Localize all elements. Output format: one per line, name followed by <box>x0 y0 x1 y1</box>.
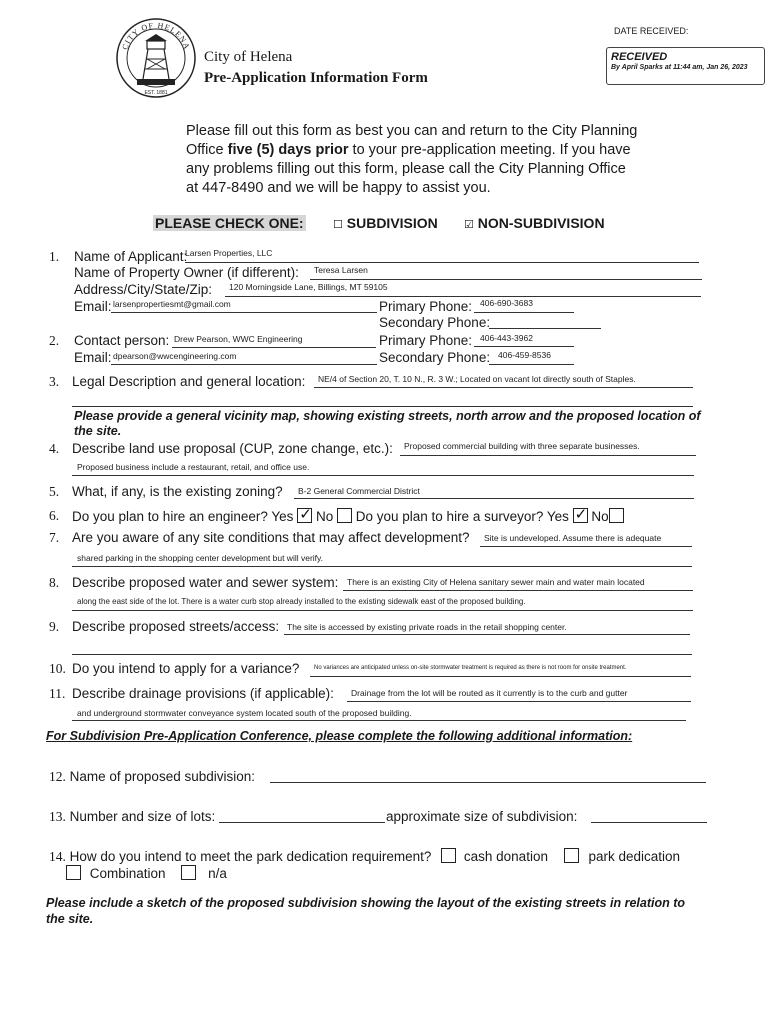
site-conditions-line-2 <box>72 566 692 567</box>
contact-secondary-line <box>489 364 574 365</box>
water-sewer-value-1[interactable]: There is an existing City of Helena sanitary sewer main and water main located <box>347 577 645 587</box>
drainage-line-2 <box>72 720 686 721</box>
q10-number: 10. <box>49 661 66 676</box>
q1-number: 1. <box>49 249 60 264</box>
water-sewer-line-2 <box>72 610 693 611</box>
intro-line-4: at 447-8490 and we will be happy to assist you. <box>186 180 491 196</box>
contact-primary-label: Primary Phone: <box>379 333 473 348</box>
drainage-value-1[interactable]: Drainage from the lot will be routed as it currently is to the curb and gutter <box>351 688 628 698</box>
water-sewer-value-2[interactable]: along the east side of the lot. There is a water curb stop already installed to the existing sidewalk east of the proposed building. <box>77 597 526 606</box>
zoning-value[interactable]: B-2 General Commercial District <box>298 486 420 496</box>
land-use-value-1[interactable]: Proposed commercial building with three separate businesses. <box>404 441 640 451</box>
non-subdivision-label: NON-SUBDIVISION <box>477 215 605 231</box>
land-use-value-2[interactable]: Proposed business include a restaurant, retail, and office use. <box>77 462 310 472</box>
q14-number: 14. <box>49 849 66 864</box>
intro-line-1: Please fill out this form as best you can and return to the City Planning <box>186 123 638 139</box>
owner-line <box>310 279 702 280</box>
q5-number: 5. <box>49 484 60 499</box>
email-line <box>111 312 377 313</box>
q2-number: 2. <box>49 333 60 348</box>
city-name: City of Helena <box>204 49 293 65</box>
engineer-label: Do you plan to hire an engineer? Yes <box>72 509 294 524</box>
engineer-yes-checkbox[interactable] <box>297 508 312 523</box>
owner-label: Name of Property Owner (if different): <box>74 265 299 280</box>
stamp-title: RECEIVED <box>611 51 668 63</box>
contact-value[interactable]: Drew Pearson, WWC Engineering <box>174 334 303 344</box>
q12-number: 12. <box>49 769 66 784</box>
q6-number: 6. <box>49 508 60 523</box>
date-received-label: DATE RECEIVED: <box>614 26 689 36</box>
seal-year: EST. 1881 <box>144 90 168 96</box>
cash-donation-checkbox[interactable] <box>441 848 456 863</box>
na-checkbox[interactable] <box>181 865 196 880</box>
check-one-label: PLEASE CHECK ONE: <box>155 215 304 231</box>
address-line <box>225 296 701 297</box>
zoning-line <box>294 498 694 499</box>
secondary-phone-label: Secondary Phone: <box>379 315 491 330</box>
lots-line[interactable] <box>219 822 385 823</box>
surveyor-label: Do you plan to hire a surveyor? Yes <box>355 509 569 524</box>
q14-row-2 <box>66 865 227 881</box>
primary-phone-label: Primary Phone: <box>379 299 473 314</box>
q7-number: 7. <box>49 530 60 545</box>
contact-label: Contact person: <box>74 333 170 348</box>
city-seal-graphic <box>115 17 197 99</box>
contact-secondary-value[interactable]: 406-459-8536 <box>498 350 551 360</box>
site-conditions-value-2[interactable]: shared parking in the shopping center development but will verify. <box>77 553 324 563</box>
contact-email-label: Email: <box>74 350 112 365</box>
address-value[interactable]: 120 Morningside Lane, Billings, MT 59105 <box>229 282 388 292</box>
five-days-emphasis: five (5) days prior <box>227 142 349 158</box>
primary-phone-value[interactable]: 406-690-3683 <box>480 298 533 308</box>
contact-primary-value[interactable]: 406-443-3962 <box>480 333 533 343</box>
surveyor-yes-checkbox[interactable] <box>573 508 588 523</box>
streets-access-line-1 <box>284 634 690 635</box>
form-title: Pre-Application Information Form <box>204 70 428 86</box>
surveyor-no-checkbox[interactable] <box>609 508 624 523</box>
city-seal <box>115 17 197 99</box>
lots-label: Number and size of lots: <box>69 809 216 824</box>
zoning-label: What, if any, is the existing zoning? <box>72 484 283 499</box>
email-value[interactable]: larsenpropertiesmt@gmail.com <box>113 299 231 309</box>
park-dedication-label: How do you intend to meet the park dedication requirement? <box>69 849 432 864</box>
engineer-no-label: No <box>315 509 334 524</box>
intro-line-2: Office five (5) days prior to your pre-application meeting. If you have <box>186 142 631 158</box>
park-dedication-checkbox[interactable] <box>564 848 579 863</box>
intro-line-3: any problems filling out this form, please call the City Planning Office <box>186 161 626 177</box>
approx-size-label: approximate size of subdivision: <box>386 809 578 824</box>
q8-number: 8. <box>49 575 60 590</box>
q11-number: 11. <box>49 686 66 701</box>
water-sewer-line-1 <box>343 590 693 591</box>
legal-description-value[interactable]: NE/4 of Section 20, T. 10 N., R. 3 W.; Located on vacant lot directly south of Staples. <box>318 374 636 384</box>
legal-description-line <box>314 387 693 388</box>
sketch-note-line-2: the site. <box>46 912 94 926</box>
q3-number: 3. <box>49 374 60 389</box>
q4-number: 4. <box>49 441 60 456</box>
land-use-line-2 <box>72 475 694 476</box>
variance-line <box>310 676 691 677</box>
water-sewer-label: Describe proposed water and sewer system: <box>72 575 339 590</box>
seal-text: CITY OF HELENA <box>120 20 192 52</box>
park-dedication-option-label: park dedication <box>588 849 681 864</box>
applicant-label: Name of Applicant: <box>74 249 188 264</box>
combination-checkbox[interactable] <box>66 865 81 880</box>
subdivision-section-header: For Subdivision Pre-Application Conference, please complete the following additional information: <box>46 729 633 743</box>
address-label: Address/City/State/Zip: <box>74 282 213 297</box>
subdivision-name-label: Name of proposed subdivision: <box>69 769 255 784</box>
subdivision-name-line[interactable] <box>270 782 706 783</box>
engineer-question <box>72 508 624 524</box>
site-conditions-label: Are you aware of any site conditions that may affect development? <box>72 530 470 545</box>
non-subdivision-option[interactable] <box>464 215 605 231</box>
q12-row <box>49 769 255 785</box>
subdivision-option[interactable] <box>333 215 438 231</box>
site-conditions-value-1[interactable]: Site is undeveloped. Assume there is adequate <box>484 533 662 543</box>
email-label: Email: <box>74 299 112 314</box>
contact-email-value[interactable]: dpearson@wwcengineering.com <box>113 351 237 361</box>
stamp-sub: By April Sparks at 11:44 am, Jan 26, 2023 <box>611 64 748 71</box>
owner-value[interactable]: Teresa Larsen <box>314 265 368 275</box>
q13-number: 13. <box>49 809 66 824</box>
sketch-note <box>46 895 685 927</box>
applicant-value[interactable]: Larsen Properties, LLC <box>185 248 273 258</box>
non-subdivision-checkbox-icon[interactable]: ☑ <box>464 218 474 231</box>
vicinity-note-line-2: the site. <box>74 424 122 438</box>
engineer-no-checkbox[interactable] <box>337 508 352 523</box>
contact-email-line <box>111 364 377 365</box>
subdivision-checkbox-icon[interactable]: ☐ <box>333 218 343 231</box>
received-stamp <box>606 47 765 85</box>
streets-access-line-2 <box>72 654 692 655</box>
contact-line <box>172 347 376 348</box>
secondary-phone-line[interactable] <box>489 328 601 329</box>
approx-size-line[interactable] <box>591 822 707 823</box>
na-label: n/a <box>208 866 227 881</box>
surveyor-no-label: No <box>591 509 609 524</box>
primary-phone-line <box>474 312 574 313</box>
subdivision-label: SUBDIVISION <box>346 215 438 231</box>
intro-paragraph <box>186 122 637 198</box>
drainage-value-2[interactable]: and underground stormwater conveyance system located south of the proposed building. <box>77 708 412 718</box>
q9-number: 9. <box>49 619 60 634</box>
drainage-line-1 <box>347 701 691 702</box>
site-conditions-line-1 <box>480 546 692 547</box>
contact-secondary-label: Secondary Phone: <box>379 350 491 365</box>
land-use-label: Describe land use proposal (CUP, zone change, etc.): <box>72 441 393 456</box>
q14-row <box>49 848 680 865</box>
combination-label: Combination <box>89 866 166 881</box>
sketch-note-line-1: Please include a sketch of the proposed subdivision showing the layout of the existing streets in relation to <box>46 896 686 910</box>
applicant-line <box>185 262 699 263</box>
legal-description-line-2 <box>72 406 693 407</box>
land-use-line-1 <box>400 455 696 456</box>
drainage-label: Describe drainage provisions (if applicable): <box>72 686 334 701</box>
streets-access-value[interactable]: The site is accessed by existing private roads in the retail shopping center. <box>287 622 567 632</box>
streets-access-label: Describe proposed streets/access: <box>72 619 280 634</box>
contact-primary-line <box>474 346 574 347</box>
variance-label: Do you intend to apply for a variance? <box>72 661 300 676</box>
vicinity-note-line-1: Please provide a general vicinity map, showing existing streets, north arrow and the proposed location of <box>74 409 701 423</box>
vicinity-map-note <box>74 409 701 439</box>
variance-value[interactable]: No variances are anticipated unless on-site stormwater treatment is required as there is not room for onsite treatment. <box>314 665 627 671</box>
q13-row <box>49 809 215 825</box>
legal-description-label: Legal Description and general location: <box>72 374 306 389</box>
cash-donation-label: cash donation <box>463 849 548 864</box>
